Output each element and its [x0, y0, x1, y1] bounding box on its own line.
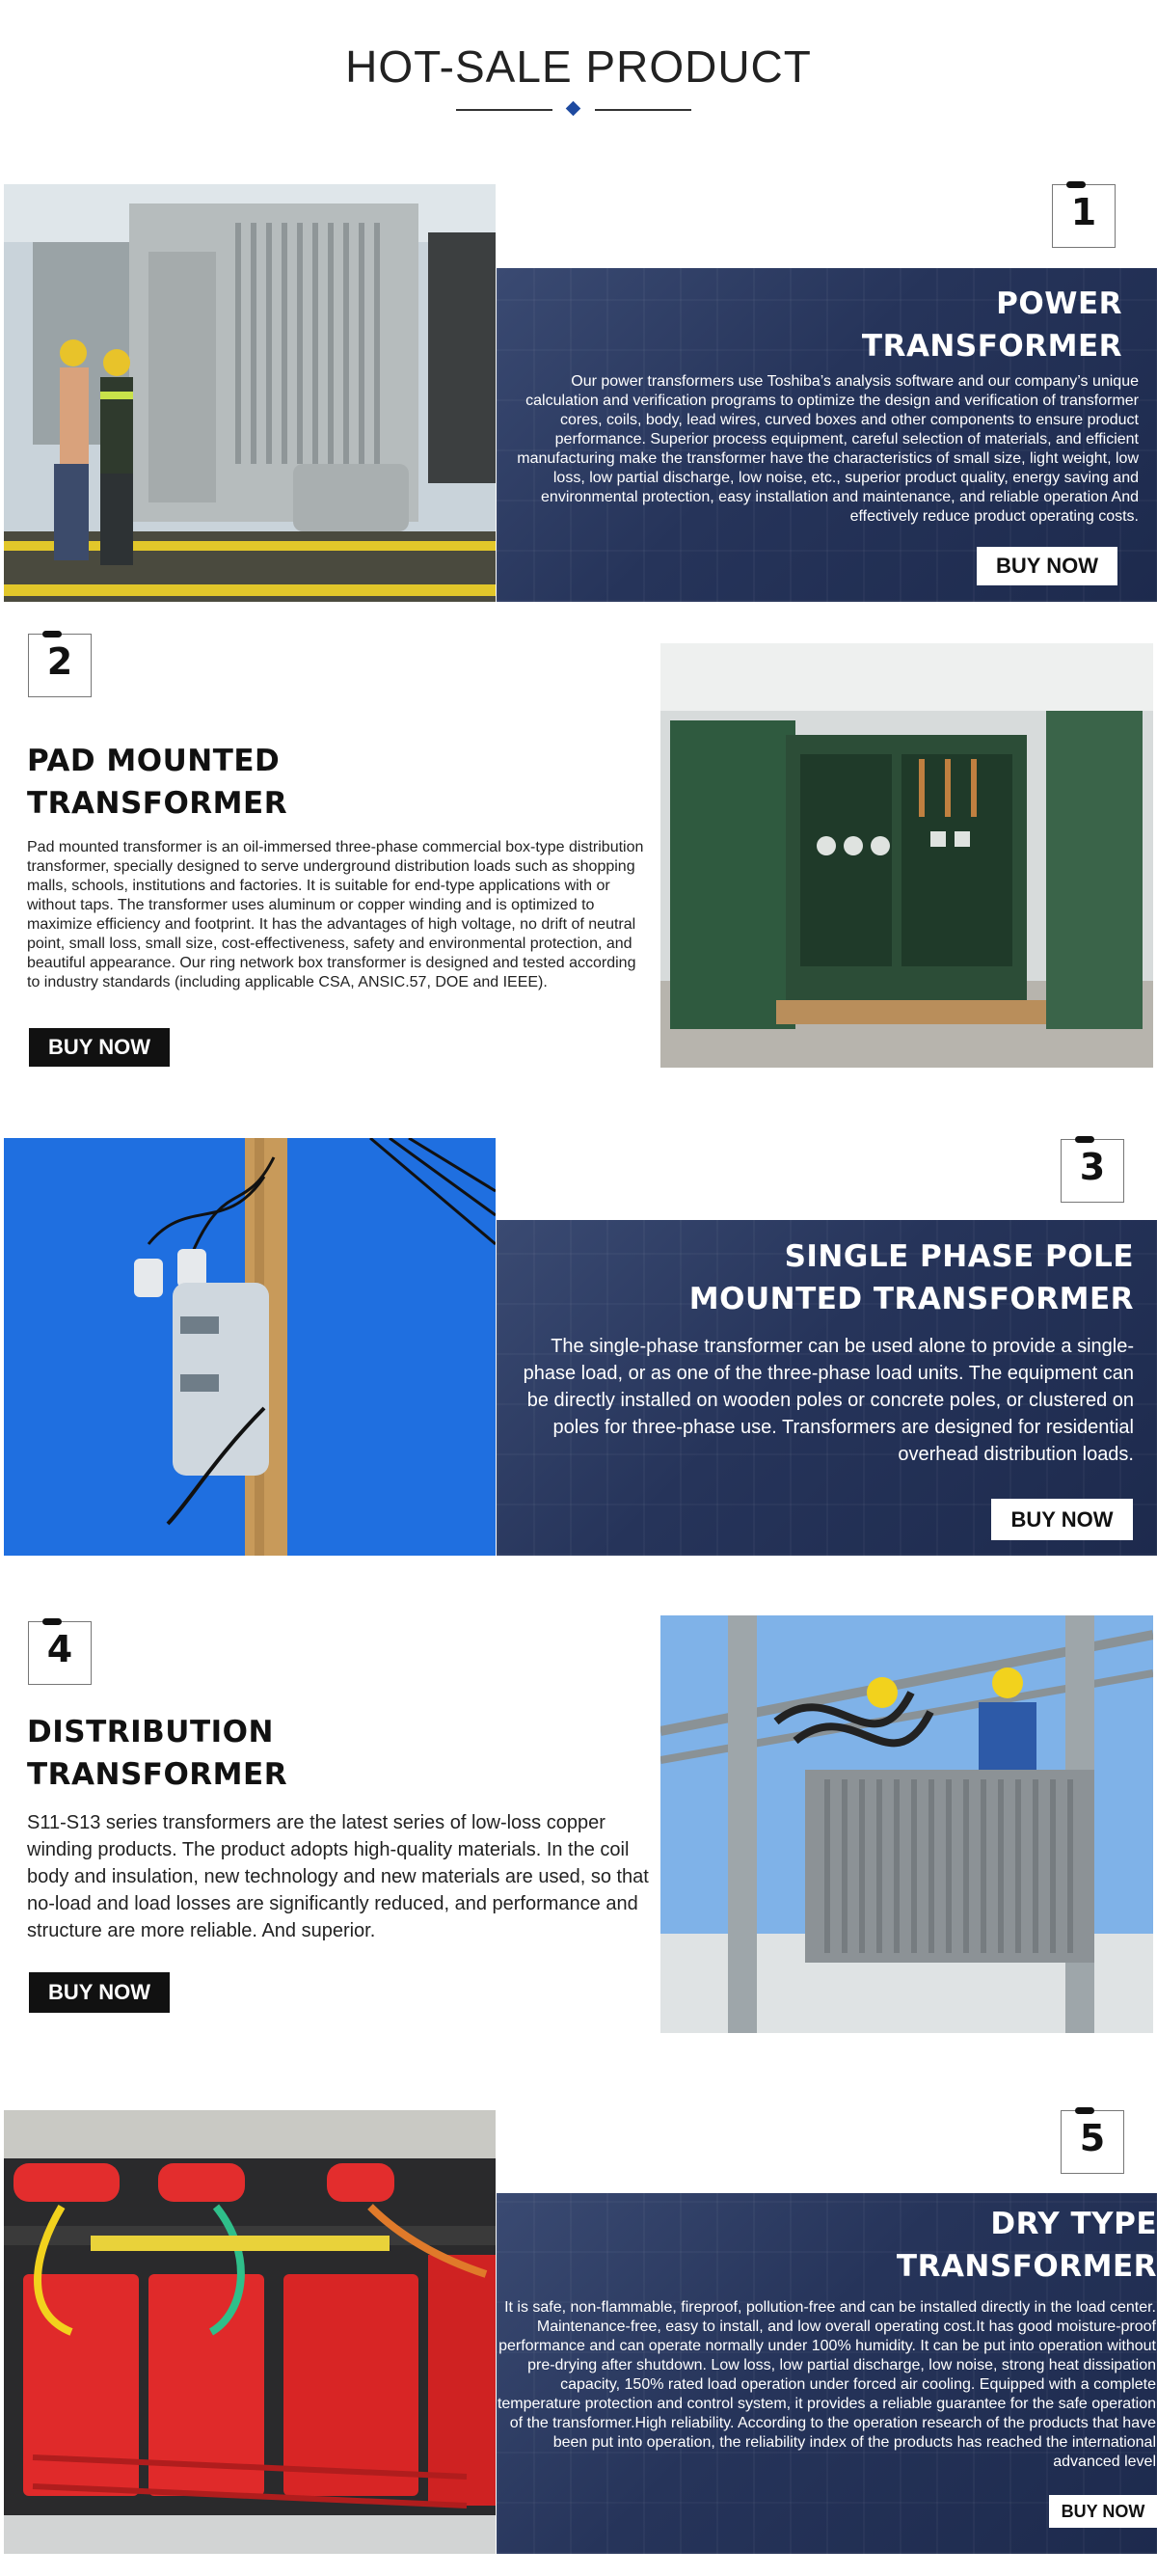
product-number: 2: [46, 640, 73, 683]
pad-mounted-heading: PAD MOUNTED TRANSFORMER: [27, 744, 288, 821]
product-number: 3: [1079, 1146, 1106, 1188]
title-divider-left: [456, 109, 552, 111]
distribution-heading: DISTRIBUTION TRANSFORMER: [27, 1715, 288, 1792]
product-number: 1: [1070, 191, 1097, 233]
page-title: HOT-SALE PRODUCT: [345, 41, 812, 92]
power-transformer-buy-button[interactable]: BUY NOW: [977, 547, 1117, 585]
single-phase-pole-buy-button[interactable]: BUY NOW: [991, 1499, 1133, 1540]
power-transformer-description: Our power transformers use Toshiba’s analysis software and our company’s unique calculation and verification programs to optimize the design and verification of transformer cores, coils, body, lead wires, curved boxes and other components to ensure product performance. Superior process equipment, careful selection of materials, and efficient manufacturing make the transformer have the characteristics of small size, light weight, low loss, low partial discharge, low noise, etc., superior product quality, energy saving and environmental protection, easy installation and maintenance, and reliable operation And effectively reduce product operating costs.: [517, 373, 1139, 525]
power-transformer-panel: [497, 268, 1157, 602]
dry-type-buy-button[interactable]: BUY NOW: [1049, 2495, 1157, 2528]
single-phase-pole-heading: SINGLE PHASE POLE MOUNTED TRANSFORMER: [688, 1239, 1134, 1316]
pad-mounted-buy-button[interactable]: BUY NOW: [29, 1028, 170, 1067]
title-diamond-icon: [566, 101, 581, 117]
badge-bar-decoration: [1066, 181, 1086, 188]
product-number: 4: [46, 1628, 73, 1670]
product-number-badge-1: [1052, 184, 1116, 248]
distribution-transformer-photo: [660, 1615, 1153, 2033]
single-phase-pole-photo: [4, 1138, 496, 1556]
product-number-badge-2: [28, 634, 92, 697]
product-number-badge-5: [1061, 2110, 1124, 2174]
power-transformer-photo: [4, 184, 496, 602]
distribution-buy-button[interactable]: BUY NOW: [29, 1972, 170, 2013]
dry-type-description: It is safe, non-flammable, fireproof, pollution-free and can be installed directly in the load center. Maintenance-free, easy to install, and low overall operating cost.It has good moisture-proof performance and can operate normally under 100% humidity. It can be put into operation without pre-drying after shutdown. Low loss, low partial discharge, low noise, strong heat dissipation capacity, 150% rated load operation under forced air cooling. Equipped with a complete temperature protection and control system, it provides a reliable guarantee for the safe operation of the transformer.High reliability. According to the operation research of the products that have been put into operation, the reliability index of the products has reached the international advanced level: [497, 2299, 1156, 2470]
badge-bar-decoration: [42, 631, 62, 637]
distribution-description: S11-S13 series transformers are the latest series of low-loss copper winding products. The product adopts high-quality materials. In the coil body and insulation, new technology and new materials are used, so that no-load and load losses are significantly reduced, and performance and structure are more reliable. And superior.: [27, 1812, 649, 1941]
dry-type-heading: DRY TYPE TRANSFORMER: [896, 2207, 1157, 2284]
single-phase-pole-description: The single-phase transformer can be used alone to provide a single-phase load, or as one of the three-phase load units. The equipment can be directly installed on wooden poles or concrete poles, or clustered on poles for three-phase use. Transformers are designed for residential overhead distribution loads.: [523, 1336, 1134, 1465]
title-divider-right: [595, 109, 691, 111]
product-number-badge-3: [1061, 1139, 1124, 1203]
pad-mounted-description: Pad mounted transformer is an oil-immersed three-phase commercial box-type distribution transformer, specially designed to serve underground distribution loads such as shopping malls, schools, institutions and factories. It is suitable for end-type applications with or without taps. The transformer uses aluminum or copper winding and is optimized to maximize efficiency and footprint. It has the advantages of high voltage, no drift of neutral point, small loss, small size, cost-effectiveness, safety and environmental protection, and beautiful appearance. Our ring network box transformer is designed and tested according to industry standards (including applicable CSA, ANSIC.57, DOE and IEEE).: [27, 839, 644, 990]
badge-bar-decoration: [1075, 1136, 1094, 1143]
single-phase-pole-panel: [497, 1220, 1157, 1556]
power-transformer-heading: POWER TRANSFORMER: [861, 286, 1122, 364]
product-number-badge-4: [28, 1621, 92, 1685]
dry-type-panel: [497, 2193, 1157, 2554]
dry-type-transformer-photo: [4, 2110, 496, 2554]
badge-bar-decoration: [42, 1618, 62, 1625]
product-number: 5: [1079, 2117, 1106, 2159]
badge-bar-decoration: [1075, 2107, 1094, 2114]
pad-mounted-transformer-photo: [660, 643, 1153, 1068]
